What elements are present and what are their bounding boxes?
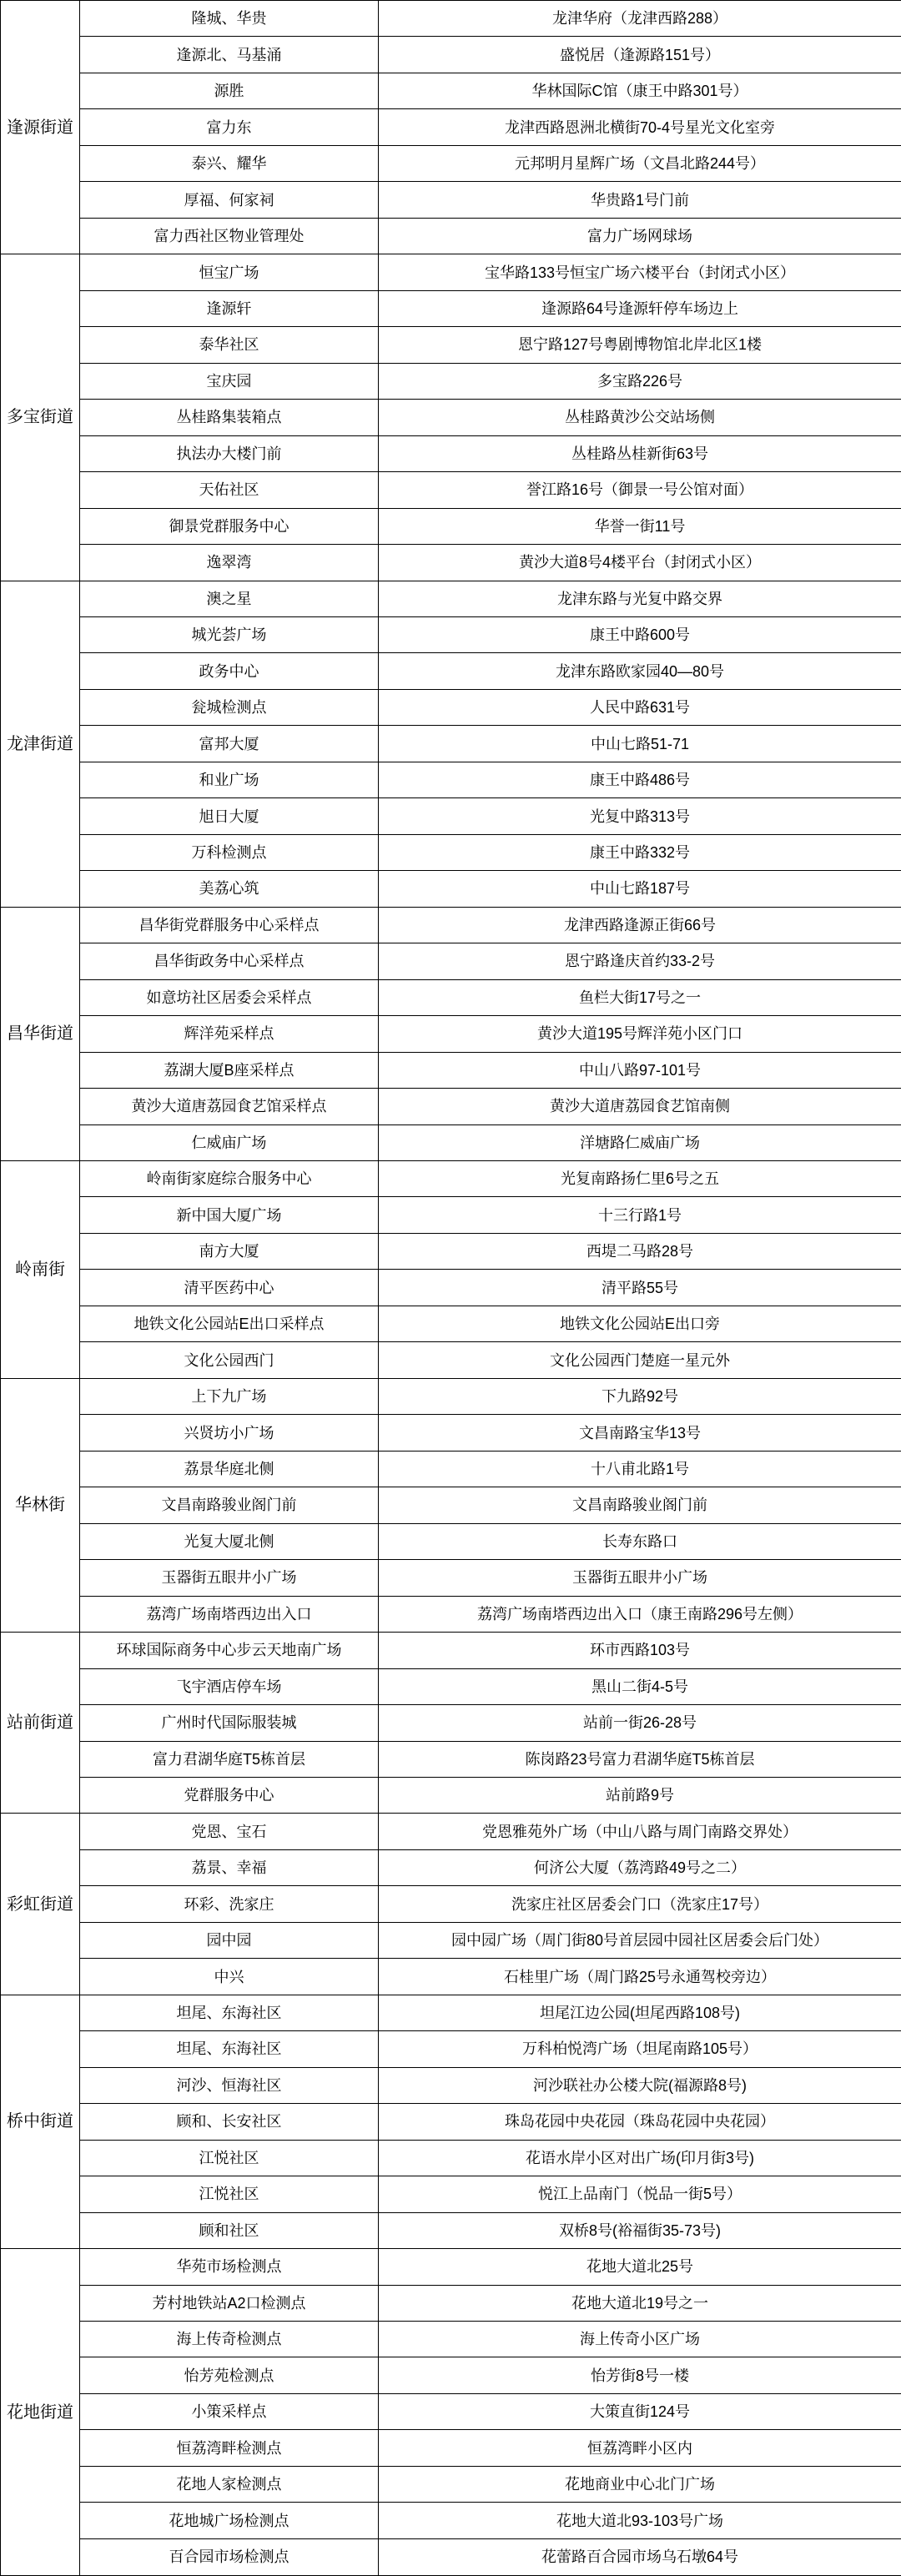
table-row xyxy=(1,2393,901,2429)
site-name-cell: 新中国大厦广场 xyxy=(80,1197,379,1233)
site-address-cell: 光复南路扬仁里6号之五 xyxy=(379,1161,901,1197)
district-cell: 彩虹街道 xyxy=(1,1814,80,1995)
site-name-cell: 怡芳苑检测点 xyxy=(80,2357,379,2393)
district-cell: 桥中街道 xyxy=(1,1995,80,2248)
table-row xyxy=(1,1959,901,1995)
site-name-cell: 园中园 xyxy=(80,1922,379,1958)
table-row xyxy=(1,2176,901,2212)
site-name-cell: 昌华街党群服务中心采样点 xyxy=(80,907,379,943)
site-name-cell: 党群服务中心 xyxy=(80,1777,379,1813)
site-name-cell: 和业广场 xyxy=(80,762,379,797)
site-name-cell: 城光荟广场 xyxy=(80,616,379,652)
table-row xyxy=(1,182,901,218)
site-address-cell: 丛桂路丛桂新街63号 xyxy=(379,435,901,471)
site-address-cell: 花地商业中心北门广场 xyxy=(379,2466,901,2502)
site-address-cell: 下九路92号 xyxy=(379,1378,901,1414)
site-name-cell: 宝庆园 xyxy=(80,363,379,399)
site-address-cell: 多宝路226号 xyxy=(379,363,901,399)
table-row xyxy=(1,581,901,616)
site-name-cell: 顾和、长安社区 xyxy=(80,2104,379,2140)
site-address-cell: 洗家庄社区居委会门口（洗家庄17号） xyxy=(379,1886,901,1922)
table-row xyxy=(1,2031,901,2067)
table-row xyxy=(1,834,901,870)
district-cell: 华林街 xyxy=(1,1378,80,1632)
table-row xyxy=(1,363,901,399)
site-address-cell: 龙津东路与光复中路交界 xyxy=(379,581,901,616)
site-address-cell: 康王中路486号 xyxy=(379,762,901,797)
table-row xyxy=(1,2322,901,2357)
table-row xyxy=(1,1161,901,1197)
site-name-cell: 仁威庙广场 xyxy=(80,1124,379,1160)
site-name-cell: 党恩、宝石 xyxy=(80,1814,379,1849)
table-row xyxy=(1,1197,901,1233)
site-address-cell: 黑山二街4-5号 xyxy=(379,1668,901,1704)
site-address-cell: 站前一街26-28号 xyxy=(379,1705,901,1741)
site-address-cell: 黄沙大道195号辉洋苑小区门口 xyxy=(379,1016,901,1052)
site-name-cell: 富力东 xyxy=(80,109,379,145)
table-row xyxy=(1,2140,901,2176)
site-address-cell: 康王中路600号 xyxy=(379,616,901,652)
table-row xyxy=(1,1849,901,1885)
site-name-cell: 芳村地铁站A2口检测点 xyxy=(80,2285,379,2321)
site-address-cell: 珠岛花园中央花园（珠岛花园中央花园） xyxy=(379,2104,901,2140)
table-row xyxy=(1,1523,901,1559)
site-name-cell: 玉器街五眼井小广场 xyxy=(80,1560,379,1596)
site-address-cell: 地铁文化公园站E出口旁 xyxy=(379,1306,901,1341)
site-address-cell: 党恩雅苑外广场（中山八路与周门南路交界处） xyxy=(379,1814,901,1849)
site-name-cell: 厚福、何家祠 xyxy=(80,182,379,218)
table-row xyxy=(1,1,901,37)
site-name-cell: 飞宇酒店停车场 xyxy=(80,1668,379,1704)
site-name-cell: 江悦社区 xyxy=(80,2176,379,2212)
site-name-cell: 美荔心筑 xyxy=(80,871,379,907)
table-row xyxy=(1,1487,901,1523)
table-row xyxy=(1,1451,901,1487)
site-name-cell: 上下九广场 xyxy=(80,1378,379,1414)
site-address-cell: 怡芳街8号一楼 xyxy=(379,2357,901,2393)
site-address-cell: 元邦明月星辉广场（文昌北路244号） xyxy=(379,145,901,181)
table-row xyxy=(1,1560,901,1596)
site-address-cell: 十三行路1号 xyxy=(379,1197,901,1233)
site-name-cell: 富力君湖华庭T5栋首层 xyxy=(80,1741,379,1777)
site-name-cell: 御景党群服务中心 xyxy=(80,508,379,544)
site-address-cell: 双桥8号(裕福街35-73号) xyxy=(379,2212,901,2248)
table-row xyxy=(1,327,901,363)
table-row xyxy=(1,2538,901,2575)
site-address-cell: 华林国际C馆（康王中路301号） xyxy=(379,73,901,108)
table-row xyxy=(1,2430,901,2466)
site-name-cell: 如意坊社区居委会采样点 xyxy=(80,979,379,1015)
table-row xyxy=(1,616,901,652)
site-address-cell: 中山七路187号 xyxy=(379,871,901,907)
site-name-cell: 源胜 xyxy=(80,73,379,108)
table-row xyxy=(1,943,901,979)
site-name-cell: 泰兴、耀华 xyxy=(80,145,379,181)
table-row xyxy=(1,2249,901,2285)
site-name-cell: 泰华社区 xyxy=(80,327,379,363)
site-address-cell: 誉江路16号（御景一号公馆对面） xyxy=(379,472,901,508)
site-name-cell: 百合园市场检测点 xyxy=(80,2538,379,2575)
site-name-cell: 兴贤坊小广场 xyxy=(80,1415,379,1451)
site-name-cell: 逢源轩 xyxy=(80,290,379,326)
site-name-cell: 黄沙大道唐荔园食艺馆采样点 xyxy=(80,1089,379,1124)
table-row xyxy=(1,1124,901,1160)
site-name-cell: 花地城广场检测点 xyxy=(80,2503,379,2538)
site-address-cell: 丛桂路黄沙公交站场侧 xyxy=(379,400,901,435)
site-name-cell: 恒宝广场 xyxy=(80,254,379,290)
site-name-cell: 中兴 xyxy=(80,1959,379,1995)
table-row xyxy=(1,472,901,508)
table-row xyxy=(1,1777,901,1813)
district-cell: 岭南街 xyxy=(1,1161,80,1379)
site-address-cell: 鱼栏大街17号之一 xyxy=(379,979,901,1015)
site-name-cell: 文昌南路骏业阁门前 xyxy=(80,1487,379,1523)
site-address-cell: 花语水岸小区对出广场(印月街3号) xyxy=(379,2140,901,2176)
table-row xyxy=(1,1342,901,1378)
site-address-cell: 环市西路103号 xyxy=(379,1633,901,1668)
site-address-cell: 龙津华府（龙津西路288） xyxy=(379,1,901,37)
district-cell: 站前街道 xyxy=(1,1633,80,1814)
site-address-cell: 玉器街五眼井小广场 xyxy=(379,1560,901,1596)
table-row xyxy=(1,1705,901,1741)
site-address-cell: 悦江上品南门（悦品一街5号） xyxy=(379,2176,901,2212)
site-address-cell: 文昌南路骏业阁门前 xyxy=(379,1487,901,1523)
site-name-cell: 辉洋苑采样点 xyxy=(80,1016,379,1052)
district-cell: 昌华街道 xyxy=(1,907,80,1160)
site-address-cell: 海上传奇小区广场 xyxy=(379,2322,901,2357)
table-row xyxy=(1,871,901,907)
table-row xyxy=(1,726,901,762)
site-address-cell: 大策直街124号 xyxy=(379,2393,901,2429)
table-row xyxy=(1,1995,901,2030)
site-address-cell: 西堤二马路28号 xyxy=(379,1233,901,1269)
site-address-cell: 中山七路51-71 xyxy=(379,726,901,762)
site-name-cell: 荔湖大厦B座采样点 xyxy=(80,1052,379,1088)
table-row xyxy=(1,762,901,797)
site-name-cell: 恒荔湾畔检测点 xyxy=(80,2430,379,2466)
site-address-cell: 清平路55号 xyxy=(379,1270,901,1306)
table-row xyxy=(1,979,901,1015)
table-row xyxy=(1,798,901,834)
table-row xyxy=(1,109,901,145)
table-row xyxy=(1,2466,901,2502)
site-address-cell: 逢源路64号逢源轩停车场边上 xyxy=(379,290,901,326)
site-address-cell: 洋塘路仁威庙广场 xyxy=(379,1124,901,1160)
site-address-cell: 花地大道北93-103号广场 xyxy=(379,2503,901,2538)
table-row xyxy=(1,1668,901,1704)
table-row xyxy=(1,2357,901,2393)
table-row xyxy=(1,1886,901,1922)
site-name-cell: 华苑市场检测点 xyxy=(80,2249,379,2285)
table-row xyxy=(1,1270,901,1306)
site-name-cell: 顾和社区 xyxy=(80,2212,379,2248)
site-name-cell: 逸翠湾 xyxy=(80,545,379,581)
table-row xyxy=(1,1922,901,1958)
table-row xyxy=(1,689,901,725)
table-row xyxy=(1,907,901,943)
site-name-cell: 昌华街政务中心采样点 xyxy=(80,943,379,979)
site-address-cell: 何济公大厦（荔湾路49号之二） xyxy=(379,1849,901,1885)
site-name-cell: 江悦社区 xyxy=(80,2140,379,2176)
site-address-cell: 文化公园西门楚庭一星元外 xyxy=(379,1342,901,1378)
site-name-cell: 清平医药中心 xyxy=(80,1270,379,1306)
site-address-cell: 康王中路332号 xyxy=(379,834,901,870)
site-address-cell: 万科柏悦湾广场（坦尾南路105号） xyxy=(379,2031,901,2067)
site-name-cell: 坦尾、东海社区 xyxy=(80,2031,379,2067)
site-address-cell: 龙津西路恩洲北横街70-4号星光文化室旁 xyxy=(379,109,901,145)
table-row xyxy=(1,1741,901,1777)
site-name-cell: 富邦大厦 xyxy=(80,726,379,762)
district-cell: 龙津街道 xyxy=(1,581,80,907)
site-address-cell: 花地大道北19号之一 xyxy=(379,2285,901,2321)
table-body xyxy=(1,1,901,2576)
site-name-cell: 富力西社区物业管理处 xyxy=(80,218,379,254)
site-name-cell: 坦尾、东海社区 xyxy=(80,1995,379,2030)
table-row xyxy=(1,508,901,544)
district-cell: 花地街道 xyxy=(1,2249,80,2576)
site-name-cell: 隆城、华贵 xyxy=(80,1,379,37)
table-row xyxy=(1,1378,901,1414)
site-name-cell: 小策采样点 xyxy=(80,2393,379,2429)
site-address-cell: 黄沙大道唐荔园食艺馆南侧 xyxy=(379,1089,901,1124)
site-name-cell: 政务中心 xyxy=(80,653,379,689)
site-address-cell: 站前路9号 xyxy=(379,1777,901,1813)
site-address-cell: 光复中路313号 xyxy=(379,798,901,834)
site-address-cell: 盛悦居（逢源路151号） xyxy=(379,37,901,73)
table-row xyxy=(1,1233,901,1269)
table-row xyxy=(1,2067,901,2103)
site-address-cell: 富力广场网球场 xyxy=(379,218,901,254)
site-address-cell: 黄沙大道8号4楼平台（封闭式小区） xyxy=(379,545,901,581)
table-row xyxy=(1,1016,901,1052)
table-row xyxy=(1,145,901,181)
site-address-cell: 荔湾广场南塔西边出入口（康王南路296号左侧） xyxy=(379,1596,901,1632)
site-name-cell: 环彩、洗家庄 xyxy=(80,1886,379,1922)
table-row xyxy=(1,1415,901,1451)
table-row xyxy=(1,1633,901,1668)
site-name-cell: 岭南街家庭综合服务中心 xyxy=(80,1161,379,1197)
site-address-cell: 文昌南路宝华13号 xyxy=(379,1415,901,1451)
site-address-cell: 河沙联社办公楼大院(福源路8号) xyxy=(379,2067,901,2103)
site-name-cell: 地铁文化公园站E出口采样点 xyxy=(80,1306,379,1341)
table-row xyxy=(1,1089,901,1124)
district-cell: 逢源街道 xyxy=(1,1,80,254)
site-name-cell: 河沙、恒海社区 xyxy=(80,2067,379,2103)
table-row xyxy=(1,2285,901,2321)
table-row xyxy=(1,435,901,471)
site-address-cell: 恩宁路127号粤剧博物馆北岸北区1楼 xyxy=(379,327,901,363)
table-row xyxy=(1,218,901,254)
site-address-cell: 十八甫北路1号 xyxy=(379,1451,901,1487)
site-name-cell: 花地人家检测点 xyxy=(80,2466,379,2502)
table-row xyxy=(1,1306,901,1341)
site-address-cell: 花地大道北25号 xyxy=(379,2249,901,2285)
site-address-cell: 恒荔湾畔小区内 xyxy=(379,2430,901,2466)
site-address-cell: 华贵路1号门前 xyxy=(379,182,901,218)
site-name-cell: 荔景华庭北侧 xyxy=(80,1451,379,1487)
site-name-cell: 旭日大厦 xyxy=(80,798,379,834)
site-address-cell: 龙津东路欧家园40—80号 xyxy=(379,653,901,689)
table-row xyxy=(1,400,901,435)
site-name-cell: 南方大厦 xyxy=(80,1233,379,1269)
table-row xyxy=(1,1596,901,1632)
district-cell: 多宝街道 xyxy=(1,254,80,581)
table-row xyxy=(1,545,901,581)
site-name-cell: 澳之星 xyxy=(80,581,379,616)
site-name-cell: 荔湾广场南塔西边出入口 xyxy=(80,1596,379,1632)
site-name-cell: 文化公园西门 xyxy=(80,1342,379,1378)
site-address-cell: 花蕾路百合园市场乌石墩64号 xyxy=(379,2538,901,2575)
site-name-cell: 天佑社区 xyxy=(80,472,379,508)
site-name-cell: 广州时代国际服装城 xyxy=(80,1705,379,1741)
site-address-cell: 长寿东路口 xyxy=(379,1523,901,1559)
site-name-cell: 逢源北、马基涌 xyxy=(80,37,379,73)
site-address-cell: 中山八路97-101号 xyxy=(379,1052,901,1088)
site-name-cell: 荔景、幸福 xyxy=(80,1849,379,1885)
site-name-cell: 瓮城检测点 xyxy=(80,689,379,725)
site-address-cell: 陈岗路23号富力君湖华庭T5栋首层 xyxy=(379,1741,901,1777)
site-address-cell: 龙津西路逢源正街66号 xyxy=(379,907,901,943)
table-row xyxy=(1,254,901,290)
site-name-cell: 海上传奇检测点 xyxy=(80,2322,379,2357)
site-address-cell: 人民中路631号 xyxy=(379,689,901,725)
table-row xyxy=(1,1814,901,1849)
table-row xyxy=(1,1052,901,1088)
site-address-cell: 恩宁路逢庆首约33-2号 xyxy=(379,943,901,979)
site-address-cell: 坦尾江边公园(坦尾西路108号) xyxy=(379,1995,901,2030)
table-row xyxy=(1,2212,901,2248)
table-row xyxy=(1,73,901,108)
site-address-cell: 华誉一街11号 xyxy=(379,508,901,544)
site-name-cell: 环球国际商务中心步云天地南广场 xyxy=(80,1633,379,1668)
site-name-cell: 光复大厦北侧 xyxy=(80,1523,379,1559)
site-name-cell: 丛桂路集装箱点 xyxy=(80,400,379,435)
site-name-cell: 万科检测点 xyxy=(80,834,379,870)
table-row xyxy=(1,290,901,326)
site-address-cell: 宝华路133号恒宝广场六楼平台（封闭式小区） xyxy=(379,254,901,290)
table-row xyxy=(1,2104,901,2140)
site-name-cell: 执法办大楼门前 xyxy=(80,435,379,471)
site-address-cell: 石桂里广场（周门路25号永通驾校旁边） xyxy=(379,1959,901,1995)
table-row xyxy=(1,2503,901,2538)
table-row xyxy=(1,37,901,73)
site-address-cell: 园中园广场（周门街80号首层园中园社区居委会后门处） xyxy=(379,1922,901,1958)
table-row xyxy=(1,653,901,689)
